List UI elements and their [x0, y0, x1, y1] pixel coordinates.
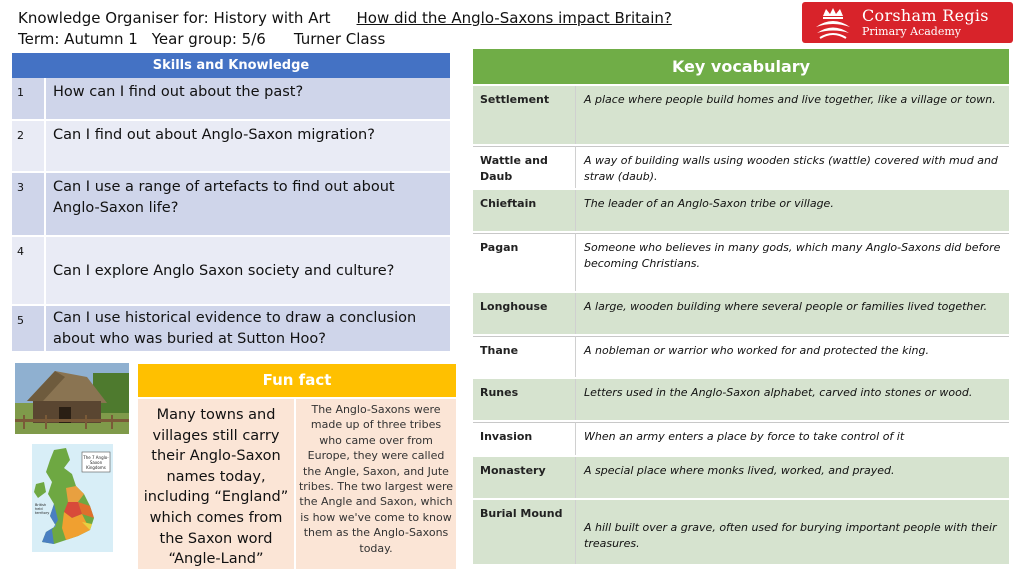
vocab-term: Longhouse	[473, 293, 576, 334]
vocab-term: Pagan	[473, 233, 576, 291]
vocab-definition: When an army enters a place by force to take control of it	[576, 422, 1009, 455]
vocabulary-heading: Key vocabulary	[473, 49, 1009, 84]
school-subtitle: Primary Academy	[862, 25, 961, 38]
vocab-term: Runes	[473, 379, 576, 420]
skill-question: Can I use historical evidence to draw a conclusion about who was buried at Sutton Hoo?	[53, 310, 417, 347]
fun-fact-panel	[138, 364, 456, 569]
vocab-definition: A nobleman or warrior who worked for and protected the king.	[576, 336, 1009, 377]
term-label: Term: Autumn 1	[18, 30, 138, 48]
vocab-term: Burial Mound	[473, 500, 576, 564]
svg-text:territory: territory	[35, 511, 50, 515]
skill-number: 1	[12, 78, 46, 119]
vocab-row	[473, 334, 1009, 377]
svg-text:British: British	[35, 503, 47, 507]
svg-text:The 7 Anglo-: The 7 Anglo-	[83, 455, 109, 460]
header-line-2	[18, 29, 798, 50]
vocab-row	[473, 420, 1009, 455]
school-logo	[802, 2, 1013, 43]
vocab-definition: A large, wooden building where several people or families lived together.	[584, 300, 988, 313]
year-group-label: Year group: 5/6	[151, 30, 266, 48]
vocab-definition: A way of building walls using wooden sticks (wattle) covered with mud and straw (daub).	[576, 146, 1009, 188]
vocab-definition: The leader of an Anglo-Saxon tribe or village.	[584, 197, 834, 210]
school-name: Corsham Regis	[862, 6, 989, 25]
vocab-definition: A place where people build homes and live together, like a village or town.	[584, 93, 996, 106]
skill-row	[12, 121, 450, 173]
skill-question: How can I find out about the past?	[53, 84, 304, 100]
vocabulary-table	[473, 49, 1009, 564]
vocab-term: Chieftain	[473, 190, 576, 231]
vocab-row	[473, 377, 1009, 420]
fun-fact-left-text: Many towns and villages still carry their Anglo-Saxon names today, including “England” which comes from the Saxon word “Angle-Land”	[138, 399, 296, 569]
vocab-term: Invasion	[473, 422, 576, 455]
vocab-row	[473, 455, 1009, 498]
vocab-term: Settlement	[473, 86, 576, 144]
vocab-definition: Letters used in the Anglo-Saxon alphabet, carved into stones or wood.	[584, 386, 973, 399]
vocab-definition: Someone who believes in many gods, which many Anglo-Saxons did before becoming Christians.	[576, 233, 1009, 291]
anglo-saxon-hut-photo	[15, 363, 129, 434]
class-label: Turner Class	[293, 30, 386, 48]
page-header	[18, 8, 798, 50]
vocab-term: Thane	[473, 336, 576, 377]
vocab-row	[473, 291, 1009, 334]
fun-fact-heading: Fun fact	[138, 364, 456, 397]
svg-text:held: held	[35, 507, 43, 511]
skills-table	[12, 53, 450, 353]
svg-text:Kingdoms: Kingdoms	[86, 465, 106, 470]
skill-question: Can I explore Anglo Saxon society and culture?	[53, 263, 395, 279]
skill-question: Can I find out about Anglo-Saxon migration?	[53, 127, 375, 143]
skill-row	[12, 237, 450, 306]
vocab-definition: A hill built over a grave, often used for burying important people with their treasures.	[584, 521, 997, 550]
skill-number: 2	[12, 121, 46, 171]
vocab-row	[473, 231, 1009, 291]
school-crest-icon	[812, 5, 854, 41]
header-line-1	[18, 8, 798, 29]
anglo-saxon-kingdoms-map	[32, 444, 113, 552]
vocab-definition: A special place where monks lived, worked, and prayed.	[584, 464, 895, 477]
vocab-term: Wattle and Daub	[473, 146, 576, 188]
skills-heading: Skills and Knowledge	[12, 53, 450, 78]
vocab-term: Monastery	[473, 457, 576, 498]
skill-row	[12, 306, 450, 353]
organiser-title: Knowledge Organiser for: History with Art	[18, 9, 331, 27]
vocab-row	[473, 498, 1009, 564]
skill-number: 3	[12, 173, 46, 235]
skill-number: 4	[12, 237, 46, 304]
skill-number: 5	[12, 306, 46, 351]
skill-row	[12, 78, 450, 121]
vocab-row	[473, 188, 1009, 231]
fun-fact-right-text: The Anglo-Saxons were made up of three tribes who came over from Europe, they were called the Angle, Saxon, and Jute tribes. The two largest were the Angle and Saxon, which is how we've come to know them as the Anglo-Saxons today.	[296, 399, 456, 569]
vocab-row	[473, 144, 1009, 188]
vocab-row	[473, 84, 1009, 144]
fun-fact-body	[138, 397, 456, 569]
topic-question: How did the Anglo-Saxons impact Britain?	[356, 9, 672, 27]
svg-text:Saxon: Saxon	[89, 460, 103, 465]
skill-row	[12, 173, 450, 237]
skill-question: Can I use a range of artefacts to find out about Anglo-Saxon life?	[53, 179, 395, 216]
